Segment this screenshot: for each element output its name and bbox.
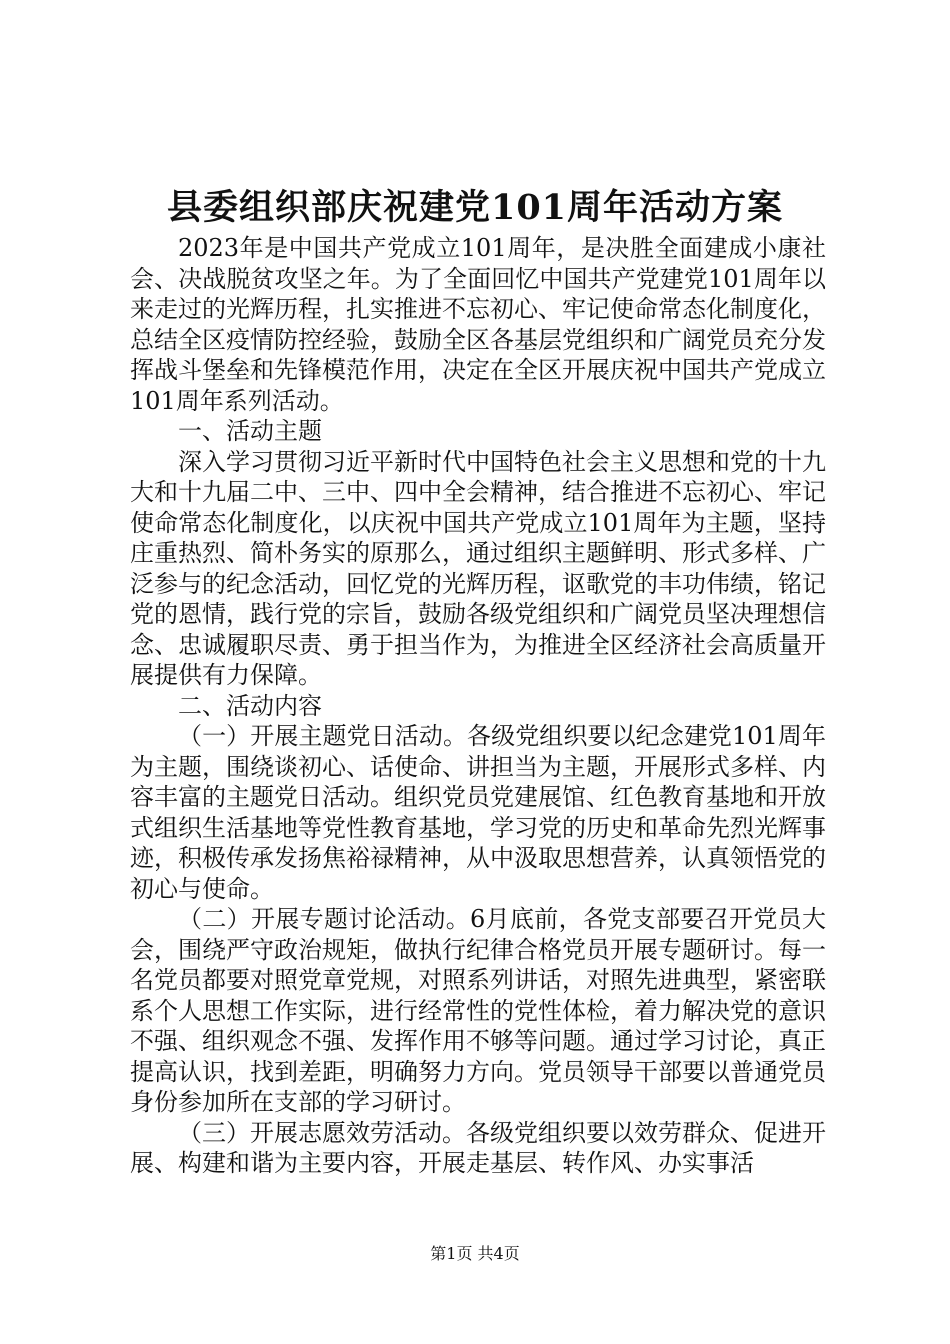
page-footer xyxy=(0,1243,950,1265)
page-number: 第1页 xyxy=(430,1244,473,1263)
content-item-1: （一）开展主题党日活动。各级党组织要以纪念建党101周年为主题，围绕谈初心、话使命、讲担当为主题，开展形式多样、内容丰富的主题党日活动。组织党员党建展馆、红色教育基地和开放式组织生活基地等党性教育基地，学习党的历史和革命先烈光辉事迹，积极传承发扬焦裕禄精神，从中汲取思想营养，认真领悟党的初心与使命。 xyxy=(130,722,826,903)
theme-paragraph: 深入学习贯彻习近平新时代中国特色社会主义思想和党的十九大和十九届二中、三中、四中全会精神，结合推进不忘初心、牢记使命常态化制度化，以庆祝中国共产党成立101周年为主题，坚持庄重热烈、简朴务实的原那么，通过组织主题鲜明、形式多样、广泛参与的纪念活动，回忆党的光辉历程，讴歌党的丰功伟绩，铭记党的恩情，践行党的宗旨，鼓励各级党组织和广阔党员坚决理想信念、忠诚履职尽责、勇于担当作为，为推进全区经济社会高质量开展提供有力保障。 xyxy=(130,447,826,689)
section-heading-content: 二、活动内容 xyxy=(178,691,322,720)
section-heading-theme: 一、活动主题 xyxy=(178,417,322,445)
page-total: 共4页 xyxy=(477,1244,520,1263)
document-body xyxy=(130,233,826,1179)
intro-paragraph: 2023年是中国共产党成立101周年，是决胜全面建成小康社会、决战脱贫攻坚之年。为了全面回忆中国共产党建党101周年以来走过的光辉历程，扎实推进不忘初心、牢记使命常态化制度化，总结全区疫情防控经验，鼓励全区各基层党组织和广阔党员充分发挥战斗堡垒和先锋模范作用，决定在全区开展庆祝中国共产党成立101周年系列活动。 xyxy=(130,234,826,415)
content-item-3: （三）开展志愿效劳活动。各级党组织要以效劳群众、促进开展、构建和谐为主要内容，开展走基层、转作风、办实事活 xyxy=(130,1118,826,1177)
content-item-2: （二）开展专题讨论活动。6月底前，各党支部要召开党员大会，围绕严守政治规矩，做执行纪律合格党员开展专题研讨。每一名党员都要对照党章党规，对照系列讲话，对照先进典型，紧密联系个人思想工作实际，进行经常性的党性体检，着力解决党的意识不强、组织观念不强、发挥作用不够等问题。通过学习讨论，真正提高认识，找到差距，明确努力方向。党员领导干部要以普通党员身份参加所在支部的学习研讨。 xyxy=(130,905,826,1116)
document-title: 县委组织部庆祝建党101周年活动方案 xyxy=(166,187,784,228)
